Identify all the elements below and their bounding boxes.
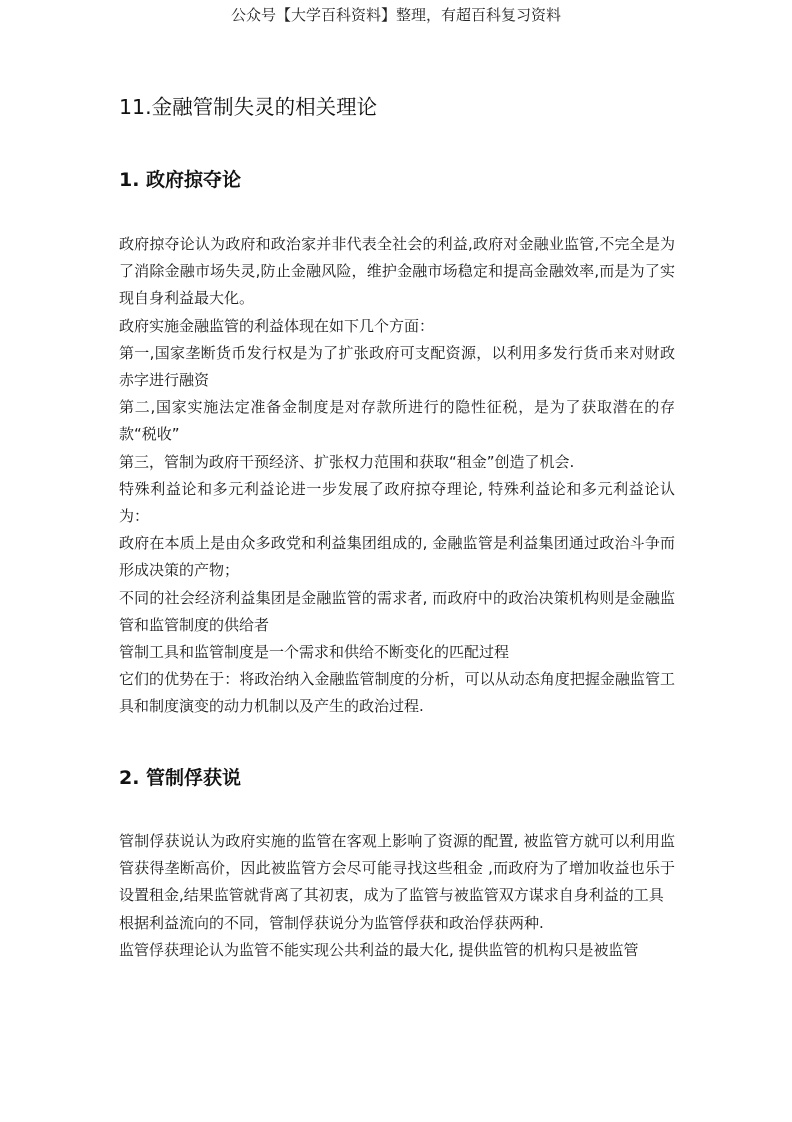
paragraph: 第二,国家实施法定准备金制度是对存款所进行的隐性征税，是为了获取潜在的存款“税收”	[119, 398, 675, 444]
paragraph: 监管俘获理论认为监管不能实现公共利益的最大化, 提供监管的机构只是被监管	[119, 940, 639, 959]
paragraph: 第一,国家垄断货币发行权是为了扩张政府可支配资源，以利用多发行货币来对财政赤字进行融资	[119, 343, 675, 390]
section-body-government-predation	[119, 231, 675, 721]
section-heading-regulatory-capture: 2. 管制俘获说	[119, 767, 242, 789]
paragraph: 政府实施金融监管的利益体现在如下几个方面：	[119, 316, 435, 335]
section-heading-government-predation: 1. 政府掠夺论	[119, 169, 242, 191]
paragraph: 第三，管制为政府干预经济、扩张权力范围和获取“租金”创造了机会.	[119, 452, 575, 471]
paragraph: 管制工具和监管制度是一个需求和供给不断变化的匹配过程	[119, 643, 510, 662]
paragraph: 根据利益流向的不同，管制俘获说分为监管俘获和政治俘获两种.	[119, 913, 544, 932]
paragraph: 特殊利益论和多元利益论进一步发展了政府掠夺理论, 特殊利益论和多元利益论认为：	[119, 479, 675, 526]
section-body-regulatory-capture	[119, 828, 675, 964]
paragraph: 管制俘获说认为政府实施的监管在客观上影响了资源的配置, 被监管方就可以利用监管获得垄断高价，因此被监管方会尽可能寻找这些租金 ,而政府为了增加收益也乐于设置租金,结果监管就背离了其初衷，成为了监管与被监管双方谋求自身利益的工具	[119, 832, 675, 905]
paragraph: 政府掠夺论认为政府和政治家并非代表全社会的利益,政府对金融业监管,不完全是为了消除金融市场失灵,防止金融风险，维护金融市场稳定和提高金融效率,而是为了实现自身利益最大化。	[119, 235, 675, 308]
document-title: 11.金融管制失灵的相关理论	[119, 95, 378, 119]
page-header: 公众号【大学百科资料】整理，有超百科复习资料	[230, 6, 561, 24]
paragraph: 政府在本质上是由众多政党和利益集团组成的, 金融监管是利益集团通过政治斗争而形成决策的产物；	[119, 534, 675, 580]
paragraph: 它们的优势在于：将政治纳入金融监管制度的分析，可以从动态角度把握金融监管工具和制度演变的动力机制以及产生的政治过程.	[119, 670, 675, 716]
paragraph: 不同的社会经济利益集团是金融监管的需求者, 而政府中的政治决策机构则是金融监管和监管制度的供给者	[119, 588, 675, 634]
